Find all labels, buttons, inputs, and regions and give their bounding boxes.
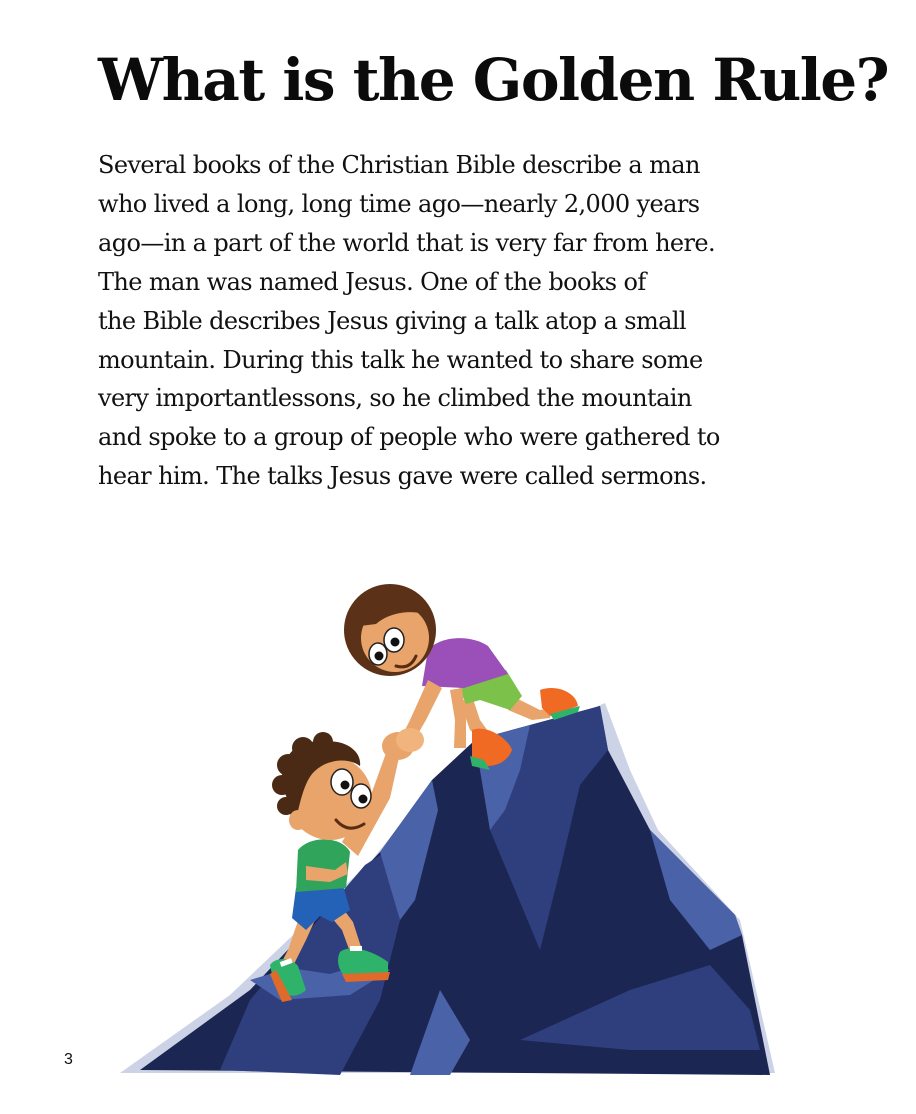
paragraph-line: ago—in a part of the world that is very far from here. xyxy=(98,228,716,257)
paragraph-line: and spoke to a group of people who were gathered to xyxy=(98,423,720,452)
paragraph-line: The man was named Jesus. One of the books of xyxy=(98,267,646,296)
paragraph-line: hear him. The talks Jesus gave were called sermons. xyxy=(98,462,707,491)
paragraph-line: who lived a long, long time ago—nearly 2,000 years xyxy=(98,189,700,218)
page-title: What is the Golden Rule? xyxy=(98,46,889,114)
paragraph-line: mountain. During this talk he wanted to share some xyxy=(98,345,703,374)
paragraph-line: Several books of the Christian Bible describe a man xyxy=(98,151,700,179)
body-paragraph xyxy=(98,146,818,496)
page-number: 3 xyxy=(64,1051,73,1068)
children-climbing-mountain-illustration xyxy=(110,570,790,1090)
paragraph-line: the Bible describes Jesus giving a talk atop a small xyxy=(98,306,686,335)
paragraph-line: very importantlessons, so he climbed the mountain xyxy=(98,384,692,413)
clasped-hands xyxy=(382,728,424,760)
